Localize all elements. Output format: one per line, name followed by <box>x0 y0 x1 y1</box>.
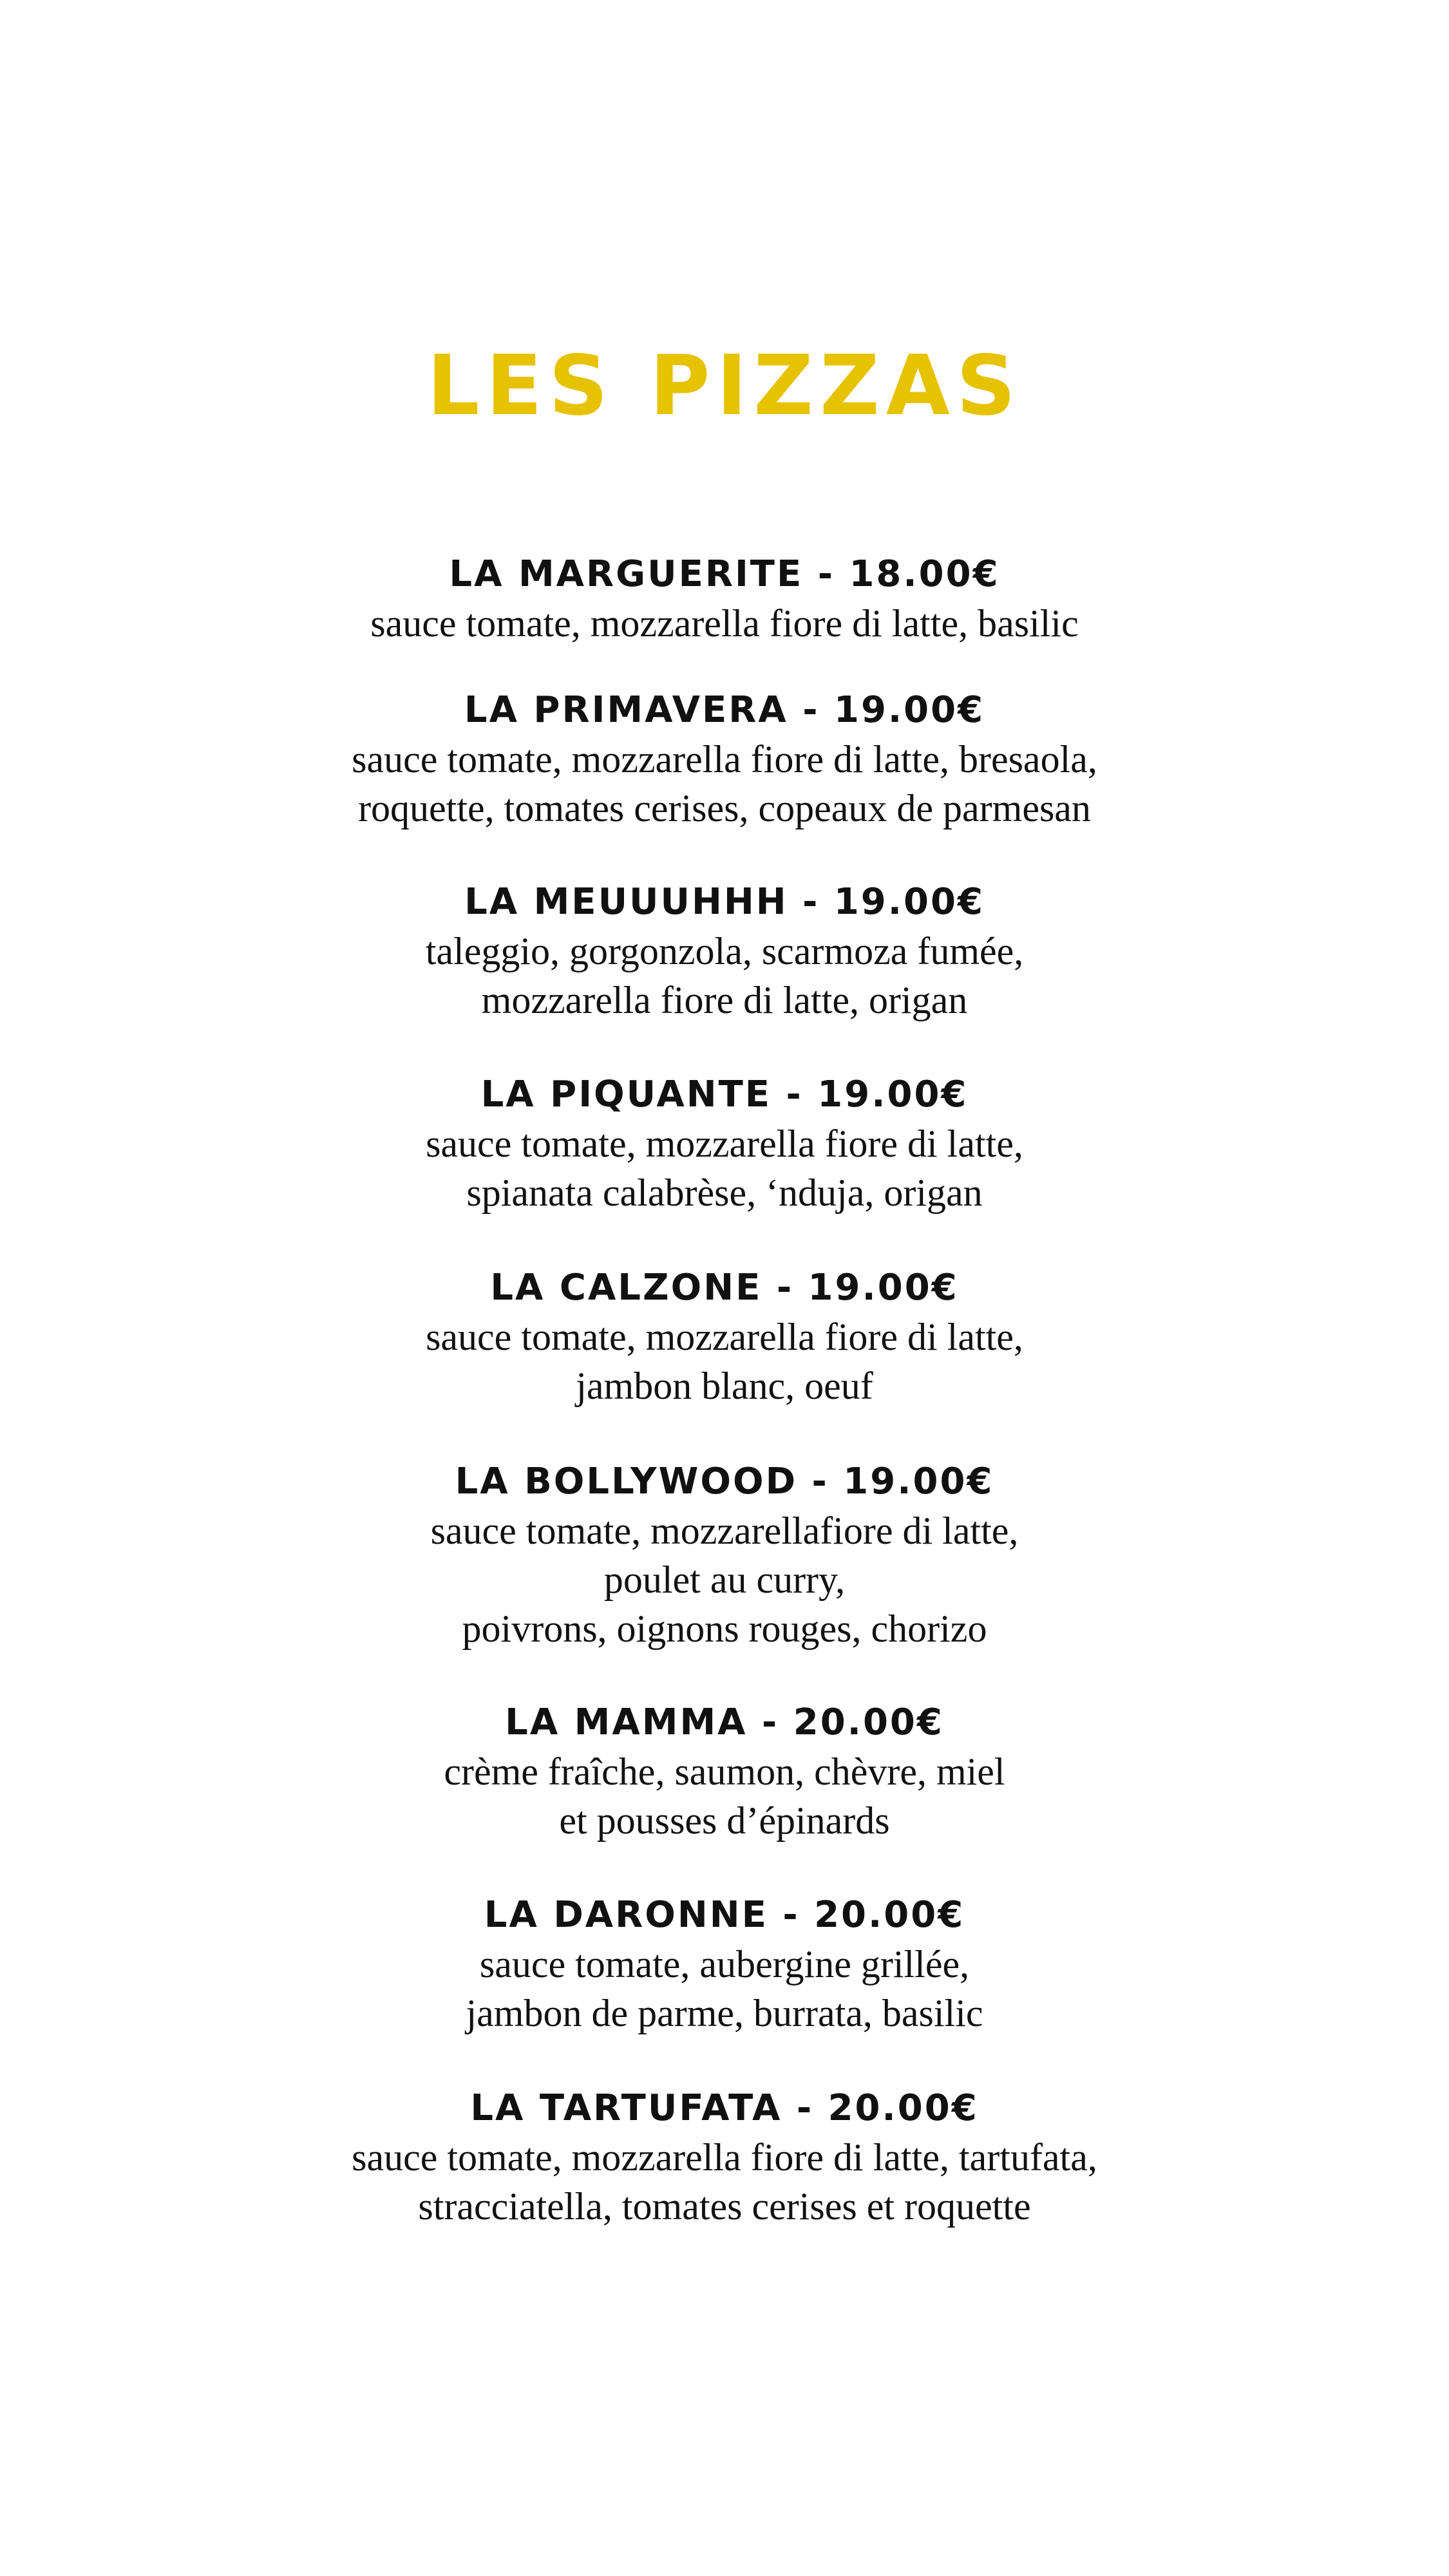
menu-item <box>0 1891 1449 2038</box>
menu-item <box>0 1698 1449 1845</box>
menu-item-description: sauce tomate, mozzarella fiore di latte, bresaola, <box>352 738 1097 781</box>
menu-item-name: LA MEUUUHHH - 19.00€ <box>464 881 985 923</box>
menu-item <box>0 1457 1449 1653</box>
menu-item-name: LA MAMMA - 20.00€ <box>505 1701 944 1743</box>
menu-item <box>0 2084 1449 2231</box>
menu-item-description: mozzarella fiore di latte, origan <box>481 979 968 1021</box>
menu-item-description: sauce tomate, mozzarellafiore di latte, <box>430 1510 1019 1552</box>
menu-item <box>0 1264 1449 1410</box>
menu-item-description: sauce tomate, mozzarella fiore di latte, tartufata, <box>352 2136 1097 2179</box>
menu-item-description: crème fraîche, saumon, chèvre, miel <box>444 1750 1005 1793</box>
menu-item-description: poulet au curry, <box>603 1558 846 1601</box>
menu-item-description: sauce tomate, mozzarella fiore di latte, <box>426 1316 1023 1358</box>
menu-item-description: taleggio, gorgonzola, scarmoza fumée, <box>425 930 1024 972</box>
menu-item-name: LA MARGUERITE - 18.00€ <box>449 553 1000 595</box>
menu-item-name: LA PIQUANTE - 19.00€ <box>480 1074 969 1115</box>
menu-item <box>0 550 1449 648</box>
menu-item-description: sauce tomate, mozzarella fiore di latte, <box>426 1122 1023 1165</box>
menu-item-description: poivrons, oignons rouges, chorizo <box>462 1607 987 1650</box>
menu-item <box>0 1070 1449 1217</box>
menu-item-name: LA BOLLYWOOD - 19.00€ <box>455 1461 994 1502</box>
menu-item-description: spianata calabrèse, ‘nduja, origan <box>466 1171 983 1214</box>
menu-item-description: sauce tomate, aubergine grillée, <box>479 1943 970 1985</box>
menu-item-name: LA TARTUFATA - 20.00€ <box>470 2087 979 2129</box>
menu-item-description: et pousses d’épinards <box>559 1799 890 1842</box>
menu-item-description: stracciatella, tomates cerises et roquette <box>418 2185 1031 2228</box>
page-title-text: LES PIZZAS <box>426 338 1023 434</box>
menu-item-name: LA DARONNE - 20.00€ <box>484 1894 965 1936</box>
menu-item-description: roquette, tomates cerises, copeaux de parmesan <box>358 787 1091 829</box>
menu-item-description: sauce tomate, mozzarella fiore di latte, basilic <box>370 602 1079 645</box>
menu-item-name: LA CALZONE - 19.00€ <box>490 1267 959 1309</box>
menu-item <box>0 878 1449 1025</box>
menu-item <box>0 686 1449 833</box>
menu-item-description: jambon blanc, oeuf <box>576 1365 873 1407</box>
menu-item-description: jambon de parme, burrata, basilic <box>466 1992 983 2034</box>
page-title <box>0 338 1449 434</box>
menu-item-name: LA PRIMAVERA - 19.00€ <box>464 689 985 731</box>
